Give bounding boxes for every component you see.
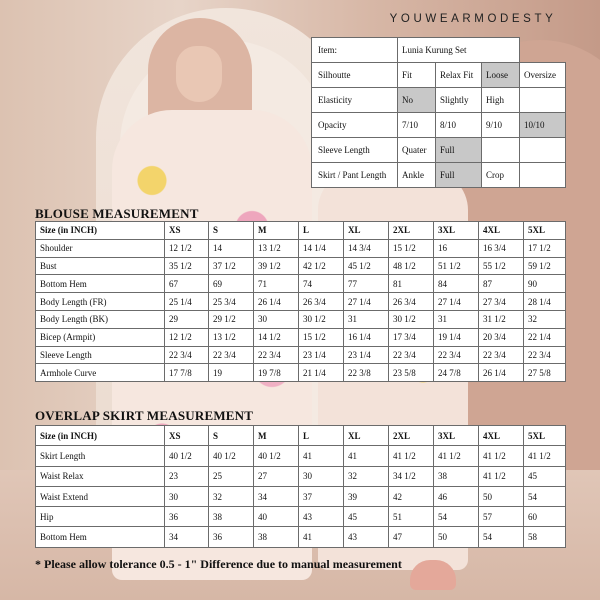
table-cell: 32 [524, 310, 566, 328]
table-cell: 39 [344, 486, 389, 506]
table-cell: 90 [524, 275, 566, 293]
table-cell: 51 [389, 507, 434, 527]
column-header: S [209, 426, 254, 446]
table-cell: 14 1/4 [299, 239, 344, 257]
row-label: Bottom Hem [36, 527, 165, 547]
info-option [520, 138, 566, 163]
table-cell: 40 1/2 [165, 446, 209, 466]
table-cell: 38 [434, 466, 479, 486]
table-cell: 23 1/4 [344, 346, 389, 364]
table-cell: 41 1/2 [389, 446, 434, 466]
info-option: 7/10 [398, 113, 436, 138]
table-cell: 36 [209, 527, 254, 547]
column-header: L [299, 426, 344, 446]
table-cell: 25 [209, 466, 254, 486]
table-cell: 67 [165, 275, 209, 293]
table-cell: 26 3/4 [389, 293, 434, 311]
info-option: 8/10 [436, 113, 482, 138]
table-cell: 29 [165, 310, 209, 328]
info-row [312, 138, 566, 163]
row-label: Body Length (BK) [36, 310, 165, 328]
table-row [36, 446, 566, 466]
info-row [312, 113, 566, 138]
table-cell: 51 1/2 [434, 257, 479, 275]
table-row [36, 310, 566, 328]
table-cell: 42 [389, 486, 434, 506]
table-cell: 30 1/2 [389, 310, 434, 328]
table-cell: 22 1/4 [524, 328, 566, 346]
table-cell: 40 [254, 507, 299, 527]
table-cell: 40 1/2 [209, 446, 254, 466]
info-option: 9/10 [482, 113, 520, 138]
table-cell: 57 [479, 507, 524, 527]
table-cell: 60 [524, 507, 566, 527]
column-header: L [299, 222, 344, 240]
table-cell: 38 [209, 507, 254, 527]
table-cell: 24 7/8 [434, 364, 479, 382]
table-cell: 46 [434, 486, 479, 506]
table-cell: 42 1/2 [299, 257, 344, 275]
table-row [36, 507, 566, 527]
skirt-measurement-table [35, 425, 566, 548]
model-face [176, 46, 222, 102]
table-row [36, 527, 566, 547]
table-cell: 26 1/4 [479, 364, 524, 382]
info-label: Silhoutte [312, 63, 398, 88]
row-label: Bust [36, 257, 165, 275]
info-option: Lunia Kurung Set [398, 38, 520, 63]
column-header: M [254, 222, 299, 240]
column-header: S [209, 222, 254, 240]
table-cell: 37 [299, 486, 344, 506]
info-option-selected: Full [436, 163, 482, 188]
table-cell: 22 3/8 [344, 364, 389, 382]
info-label: Sleeve Length [312, 138, 398, 163]
table-cell: 13 1/2 [254, 239, 299, 257]
info-row [312, 38, 566, 63]
table-cell: 27 1/4 [344, 293, 389, 311]
skirt-measurement-body [36, 426, 566, 548]
table-cell: 26 1/4 [254, 293, 299, 311]
table-cell: 58 [524, 527, 566, 547]
table-cell: 36 [165, 507, 209, 527]
table-cell: 15 1/2 [299, 328, 344, 346]
table-cell: 30 [254, 310, 299, 328]
column-header: XS [165, 426, 209, 446]
table-cell: 22 3/4 [479, 346, 524, 364]
table-cell: 41 [344, 446, 389, 466]
info-row [312, 88, 566, 113]
table-cell: 38 [254, 527, 299, 547]
table-cell: 43 [344, 527, 389, 547]
table-cell: 12 1/2 [165, 239, 209, 257]
info-option: Oversize [520, 63, 566, 88]
table-cell: 27 3/4 [479, 293, 524, 311]
tolerance-note: * Please allow tolerance 0.5 - 1" Difference due to manual measurement [35, 557, 402, 571]
table-cell: 25 1/4 [165, 293, 209, 311]
table-cell: 41 [299, 446, 344, 466]
table-cell: 31 [344, 310, 389, 328]
table-cell: 31 1/2 [479, 310, 524, 328]
info-option-selected: No [398, 88, 436, 113]
table-cell: 17 7/8 [165, 364, 209, 382]
row-label: Waist Relax [36, 466, 165, 486]
info-option-selected: Full [436, 138, 482, 163]
table-cell: 23 [165, 466, 209, 486]
table-cell: 29 1/2 [209, 310, 254, 328]
column-header: 5XL [524, 426, 566, 446]
product-info-body [312, 38, 566, 188]
row-label: Sleeve Length [36, 346, 165, 364]
table-cell: 41 1/2 [479, 466, 524, 486]
table-row [36, 239, 566, 257]
info-row [312, 163, 566, 188]
info-option: Ankle [398, 163, 436, 188]
row-label: Shoulder [36, 239, 165, 257]
table-cell: 45 1/2 [344, 257, 389, 275]
table-cell: 22 3/4 [209, 346, 254, 364]
row-label: Bottom Hem [36, 275, 165, 293]
column-header: 4XL [479, 426, 524, 446]
blouse-heading: BLOUSE MEASUREMENT [35, 206, 199, 221]
info-option [520, 88, 566, 113]
table-cell: 27 5/8 [524, 364, 566, 382]
row-label: Armhole Curve [36, 364, 165, 382]
table-cell: 71 [254, 275, 299, 293]
column-header: 5XL [524, 222, 566, 240]
table-row [36, 257, 566, 275]
table-cell: 40 1/2 [254, 446, 299, 466]
table-cell: 41 1/2 [524, 446, 566, 466]
table-cell: 14 [209, 239, 254, 257]
table-cell: 20 3/4 [479, 328, 524, 346]
table-cell: 28 1/4 [524, 293, 566, 311]
table-cell: 84 [434, 275, 479, 293]
table-cell: 34 1/2 [389, 466, 434, 486]
info-label: Item: [312, 38, 398, 63]
row-label: Bicep (Armpit) [36, 328, 165, 346]
product-info-table [311, 37, 566, 188]
table-cell: 19 [209, 364, 254, 382]
table-cell: 87 [479, 275, 524, 293]
table-row [36, 364, 566, 382]
table-row [36, 275, 566, 293]
table-cell: 74 [299, 275, 344, 293]
table-cell: 22 3/4 [165, 346, 209, 364]
column-header: 3XL [434, 222, 479, 240]
table-cell: 31 [434, 310, 479, 328]
column-header: 2XL [389, 426, 434, 446]
table-cell: 22 3/4 [389, 346, 434, 364]
column-header: XS [165, 222, 209, 240]
table-cell: 17 3/4 [389, 328, 434, 346]
column-header: 4XL [479, 222, 524, 240]
table-header-row [36, 426, 566, 446]
table-cell: 19 1/4 [434, 328, 479, 346]
table-cell: 14 1/2 [254, 328, 299, 346]
info-option: Relax Fit [436, 63, 482, 88]
table-cell: 77 [344, 275, 389, 293]
info-option: Fit [398, 63, 436, 88]
table-cell: 59 1/2 [524, 257, 566, 275]
table-cell: 34 [165, 527, 209, 547]
table-cell: 50 [434, 527, 479, 547]
table-cell: 26 3/4 [299, 293, 344, 311]
table-cell: 17 1/2 [524, 239, 566, 257]
table-cell: 23 1/4 [299, 346, 344, 364]
info-option-selected: 10/10 [520, 113, 566, 138]
info-label: Elasticity [312, 88, 398, 113]
row-label: Waist Extend [36, 486, 165, 506]
row-label: Hip [36, 507, 165, 527]
table-cell: 30 [165, 486, 209, 506]
table-cell: 16 1/4 [344, 328, 389, 346]
info-option [482, 138, 520, 163]
table-cell: 22 3/4 [524, 346, 566, 364]
table-cell: 39 1/2 [254, 257, 299, 275]
skirt-heading: OVERLAP SKIRT MEASUREMENT [35, 408, 254, 423]
table-cell: 30 [299, 466, 344, 486]
info-option: Slightly [436, 88, 482, 113]
blouse-measurement-body [36, 222, 566, 382]
table-cell: 27 1/4 [434, 293, 479, 311]
table-cell: 48 1/2 [389, 257, 434, 275]
table-cell: 27 [254, 466, 299, 486]
table-cell: 30 1/2 [299, 310, 344, 328]
table-cell: 43 [299, 507, 344, 527]
model-shoe [410, 560, 456, 590]
info-option-selected: Loose [482, 63, 520, 88]
row-label: Skirt Length [36, 446, 165, 466]
table-cell: 23 5/8 [389, 364, 434, 382]
table-cell: 41 1/2 [434, 446, 479, 466]
table-cell: 14 3/4 [344, 239, 389, 257]
info-label: Skirt / Pant Length [312, 163, 398, 188]
column-header: XL [344, 222, 389, 240]
column-header: Size (in INCH) [36, 222, 165, 240]
table-row [36, 486, 566, 506]
table-cell: 16 3/4 [479, 239, 524, 257]
blouse-measurement-table [35, 221, 566, 382]
table-cell: 54 [479, 527, 524, 547]
table-cell: 12 1/2 [165, 328, 209, 346]
table-cell: 41 [299, 527, 344, 547]
table-cell: 45 [524, 466, 566, 486]
column-header: 2XL [389, 222, 434, 240]
table-cell: 47 [389, 527, 434, 547]
column-header: M [254, 426, 299, 446]
table-cell: 55 1/2 [479, 257, 524, 275]
table-row [36, 346, 566, 364]
table-cell: 16 [434, 239, 479, 257]
table-cell: 37 1/2 [209, 257, 254, 275]
table-cell: 32 [209, 486, 254, 506]
table-cell: 50 [479, 486, 524, 506]
info-row [312, 63, 566, 88]
table-cell: 69 [209, 275, 254, 293]
table-row [36, 466, 566, 486]
table-row [36, 293, 566, 311]
table-cell: 22 3/4 [434, 346, 479, 364]
column-header: 3XL [434, 426, 479, 446]
table-cell: 54 [524, 486, 566, 506]
info-option: Crop [482, 163, 520, 188]
info-option: Quater [398, 138, 436, 163]
info-option: High [482, 88, 520, 113]
table-cell: 41 1/2 [479, 446, 524, 466]
brand-logo: YOUWEARMODESTY [389, 13, 557, 25]
table-cell: 13 1/2 [209, 328, 254, 346]
table-cell: 34 [254, 486, 299, 506]
table-cell: 22 3/4 [254, 346, 299, 364]
table-cell: 21 1/4 [299, 364, 344, 382]
table-cell: 19 7/8 [254, 364, 299, 382]
row-label: Body Length (FR) [36, 293, 165, 311]
table-cell: 35 1/2 [165, 257, 209, 275]
info-label: Opacity [312, 113, 398, 138]
table-header-row [36, 222, 566, 240]
table-cell: 54 [434, 507, 479, 527]
table-cell: 81 [389, 275, 434, 293]
table-cell: 15 1/2 [389, 239, 434, 257]
table-row [36, 328, 566, 346]
table-cell: 25 3/4 [209, 293, 254, 311]
column-header: Size (in INCH) [36, 426, 165, 446]
column-header: XL [344, 426, 389, 446]
table-cell: 32 [344, 466, 389, 486]
info-option [520, 163, 566, 188]
table-cell: 45 [344, 507, 389, 527]
